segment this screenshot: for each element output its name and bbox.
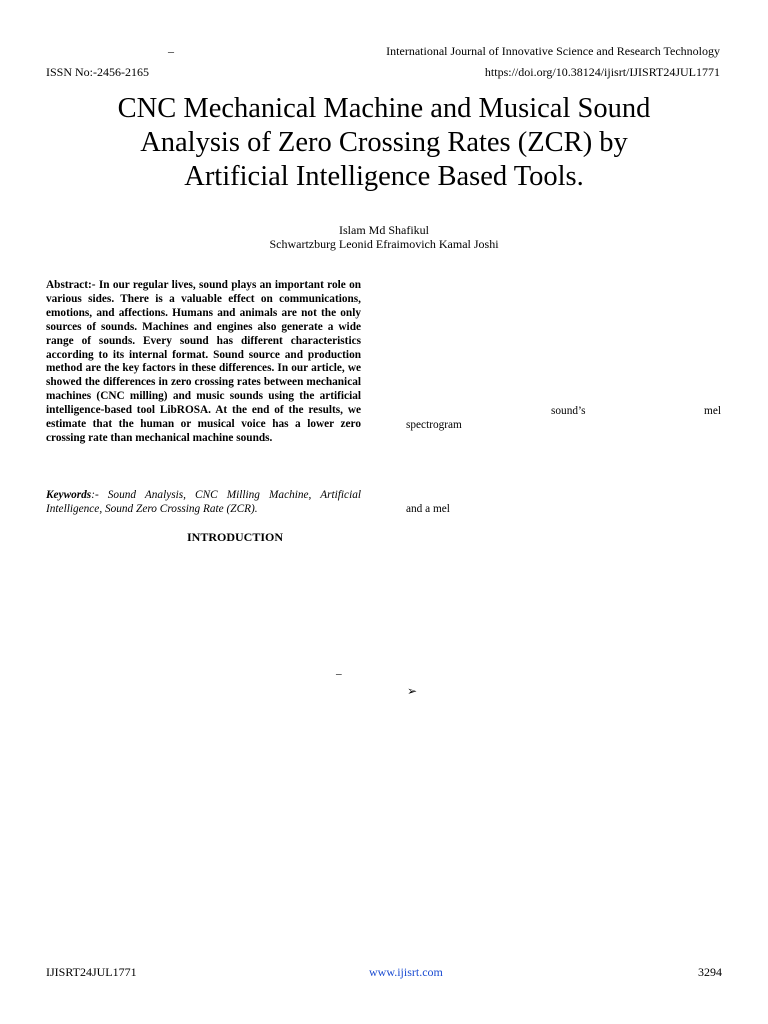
- word-sounds: sound’s: [551, 405, 586, 417]
- and-a-mel: and a mel: [406, 503, 450, 515]
- journal-name: International Journal of Innovative Science and Research Technology: [386, 44, 720, 58]
- keywords: [46, 488, 361, 516]
- abstract-label: Abstract:-: [46, 279, 96, 291]
- left-column-dash: –: [336, 668, 342, 680]
- keywords-text: :- Sound Analysis, CNC Milling Machine, Artificial Intelligence, Sound Zero Crossing Rate (ZCR).: [46, 489, 361, 515]
- issn: ISSN No:-2456-2165: [46, 65, 150, 79]
- page-number: 3294: [698, 965, 722, 979]
- authors: [0, 223, 768, 251]
- title-line-3: Artificial Intelligence Based Tools.: [184, 161, 584, 192]
- word-mel: mel: [704, 405, 721, 417]
- header-dash: –: [168, 44, 174, 58]
- arrow-bullet-icon: ➢: [407, 684, 418, 698]
- author-line-2: Schwartzburg Leonid Efraimovich Kamal Joshi: [269, 237, 499, 251]
- abstract-text: In our regular lives, sound plays an important role on various sides. There is a valuable effect on communications, emotions, and affections. Humans and animals are not the only sources of sounds. Machines and engines also generate a wide range of sounds. Every sound has different characteristics according to its internal format. Sound source and production method are the key factors in these differences. In our article, we showed the differences in zero crossing rates between mechanical machines (CNC milling) and music sounds using the artificial intelligence-based tool LibROSA. At the end of the results, we estimate that the human or musical voice has a lower zero crossing rate than mechanical machine sounds.: [46, 279, 361, 444]
- footer-code: IJISRT24JUL1771: [46, 965, 137, 979]
- keywords-label: Keywords: [46, 489, 92, 501]
- footer-site-link[interactable]: www.ijisrt.com: [369, 965, 443, 979]
- abstract: [46, 279, 361, 446]
- title-line-2: Analysis of Zero Crossing Rates (ZCR) by: [140, 127, 628, 158]
- title-line-1: CNC Mechanical Machine and Musical Sound: [117, 93, 651, 124]
- doi-link[interactable]: https://doi.org/10.38124/ijisrt/IJISRT24JUL1771: [484, 65, 720, 79]
- author-line-1: Islam Md Shafikul: [339, 223, 429, 237]
- introduction-heading: INTRODUCTION: [186, 530, 283, 544]
- paper-title: [40, 92, 728, 194]
- word-spectrogram: spectrogram: [406, 419, 462, 431]
